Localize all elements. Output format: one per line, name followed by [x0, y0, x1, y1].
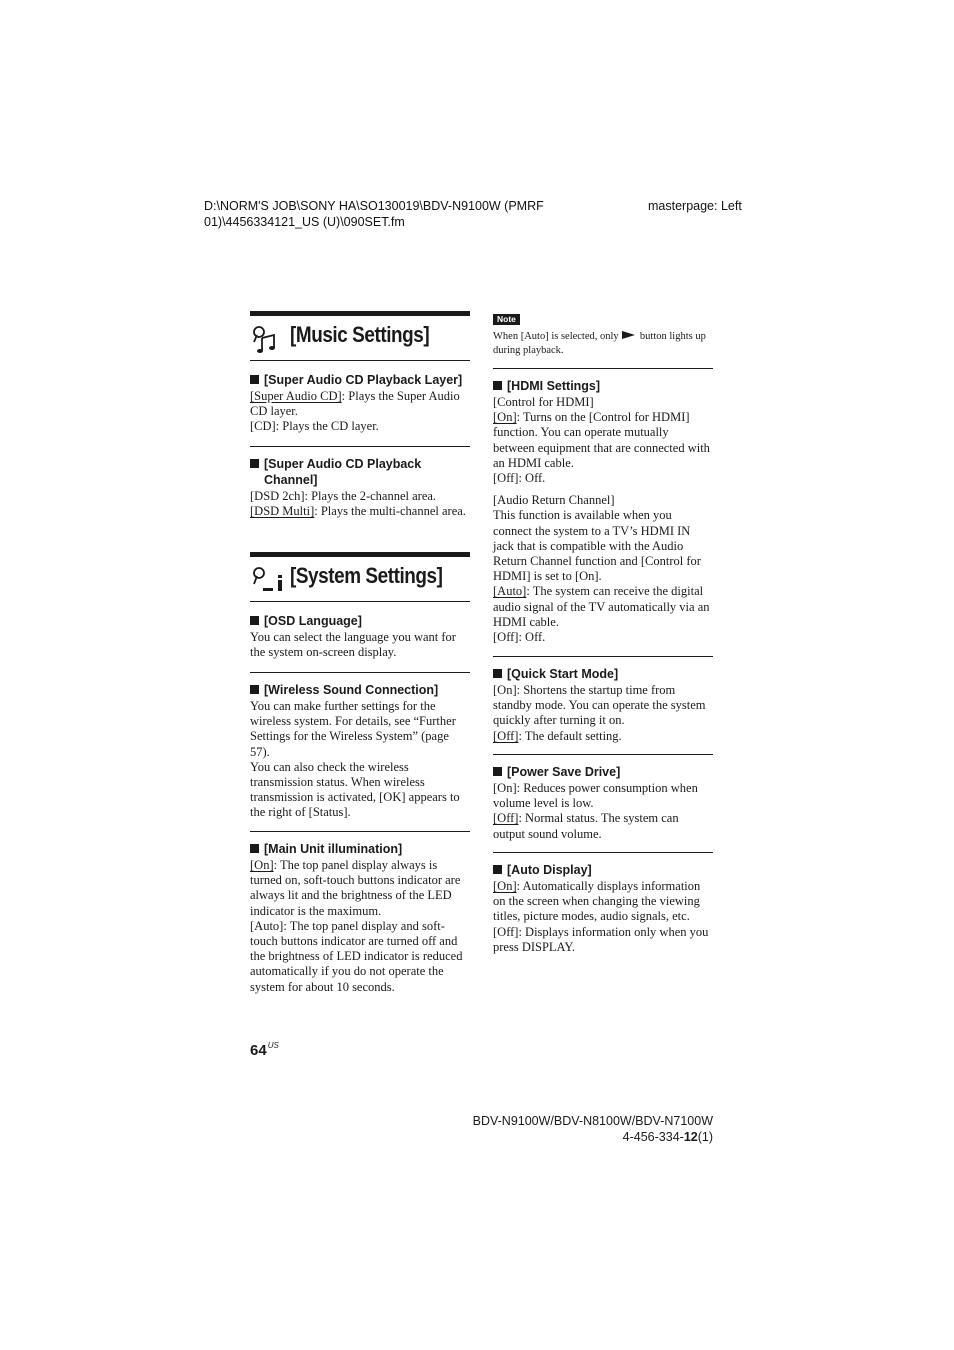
bullet-square-icon	[493, 767, 502, 776]
document-code: 4-456-334-12(1)	[622, 1130, 713, 1144]
default-option: [On]	[250, 858, 274, 872]
system-item-wireless-sound	[250, 672, 470, 821]
option-desc: : Automatically displays information on the screen when changing the viewing titles, picture modes, audio signals, etc.	[493, 879, 701, 924]
music-note-settings-icon	[252, 324, 280, 354]
item-heading: [OSD Language]	[264, 614, 362, 628]
music-item-sacd-channel	[250, 446, 470, 519]
bullet-square-icon	[250, 459, 259, 468]
item-heading: [Super Audio CD Playback Channel]	[264, 457, 422, 487]
sub-setting-desc: This function is available when you connect the system to a TV’s HDMI IN jack that is compatible with the Audio Return Channel function and [Control for HDMI] is set to [On].	[493, 508, 701, 584]
option-desc: [Off]: Off.	[493, 630, 546, 645]
default-option: [DSD Multi]	[250, 504, 315, 519]
option-desc: : The system can receive the digital audio signal of the TV automatically via an HDMI cable.	[493, 584, 710, 629]
option-desc: [Off]: Off.	[493, 471, 546, 486]
system-item-osd-language	[250, 604, 470, 660]
default-option: [On]	[493, 879, 517, 893]
item-heading: [Main Unit illumination]	[264, 842, 403, 856]
item-desc: You can also check the wireless transmission status. When wireless transmission is activated, [OK] appears to the right of [Status].	[250, 759, 460, 820]
option-desc: [On]: Shortens the startup time from standby mode. You can operate the system quickly after turning it on.	[493, 683, 706, 728]
masterpage-label: masterpage: Left	[648, 199, 742, 213]
item-heading: [HDMI Settings]	[507, 379, 601, 393]
item-heading: [Power Save Drive]	[507, 765, 621, 779]
item-desc: You can select the language you want for the system on-screen display.	[250, 630, 456, 660]
item-heading: [Quick Start Mode]	[507, 667, 619, 681]
bullet-square-icon	[250, 616, 259, 625]
file-path-header: D:\NORM'S JOB\SONY HA\SO130019\BDV-N9100W (PMRF 01)\4456334121_US (U)\090SET.fm	[204, 199, 544, 229]
option-desc: : Plays the multi-channel area.	[314, 504, 466, 519]
bullet-square-icon	[493, 865, 502, 874]
item-heading: [Wireless Sound Connection]	[264, 683, 439, 697]
option-desc: [Off]: Displays information only when you press DISPLAY.	[493, 924, 709, 954]
model-numbers: BDV-N9100W/BDV-N8100W/BDV-N7100W	[472, 1114, 713, 1128]
system-item-hdmi-settings	[493, 368, 713, 645]
bullet-square-icon	[250, 685, 259, 694]
bullet-square-icon	[493, 669, 502, 678]
music-item-sacd-layer	[250, 363, 470, 435]
option-desc: [CD]: Plays the CD layer.	[250, 419, 379, 434]
system-item-auto-display	[493, 852, 713, 955]
option-desc: : The default setting.	[518, 728, 622, 743]
default-option: [Off]	[493, 728, 519, 743]
option-desc: : The top panel display always is turned on, soft-touch buttons indicator are always lit and the brightness of the LED indicator is the maximum.	[250, 858, 461, 918]
note-text: When [Auto] is selected, only button lights up during playback.	[493, 331, 706, 356]
default-option: [Off]	[493, 811, 519, 826]
system-item-quick-start	[493, 656, 713, 744]
system-settings-title-bar	[250, 552, 470, 602]
default-option: [Auto]	[493, 584, 527, 599]
item-heading: [Auto Display]	[507, 863, 592, 877]
sub-setting-title: [Control for HDMI]	[493, 395, 594, 409]
item-heading: [Super Audio CD Playback Layer]	[264, 373, 463, 387]
bullet-square-icon	[250, 844, 259, 853]
option-desc: [Auto]: The top panel display and soft-touch buttons indicator are turned off and the brightness of LED indicator is reduced automatically if you do not operate the system for about 10 seconds.	[250, 918, 463, 994]
page-title-system-settings: [System Settings]	[290, 563, 443, 588]
sub-setting-title: [Audio Return Channel]	[493, 493, 615, 508]
default-option: [On]	[493, 410, 517, 425]
option-desc: : Plays the Super Audio CD layer.	[250, 389, 460, 419]
page-title-music-settings: [Music Settings]	[290, 322, 430, 347]
bullet-square-icon	[250, 375, 259, 384]
music-settings-title-bar	[250, 311, 470, 361]
option-desc: : Normal status. The system can output sound volume.	[493, 811, 679, 841]
item-desc: You can make further settings for the wireless system. For details, see “Further Settings for the Wireless System” (page 57).	[250, 699, 456, 759]
default-option: [Super Audio CD]	[250, 389, 342, 403]
system-settings-icon	[252, 565, 286, 595]
system-item-power-save	[493, 754, 713, 842]
play-button-icon	[622, 331, 635, 339]
page-number: $64^{US}$	[250, 1041, 279, 1059]
option-desc: [On]: Reduces power consumption when volume level is low.	[493, 781, 698, 811]
option-desc: : Turns on the [Control for HDMI] function. You can operate mutually between equipment that are connected with an HDMI cable.	[493, 410, 710, 470]
model-footer	[473, 1113, 713, 1145]
bullet-square-icon	[493, 381, 502, 390]
option-desc: [DSD 2ch]: Plays the 2-channel area.	[250, 489, 437, 503]
system-item-main-unit-illumination	[250, 831, 470, 995]
note-badge: Note	[493, 314, 520, 325]
